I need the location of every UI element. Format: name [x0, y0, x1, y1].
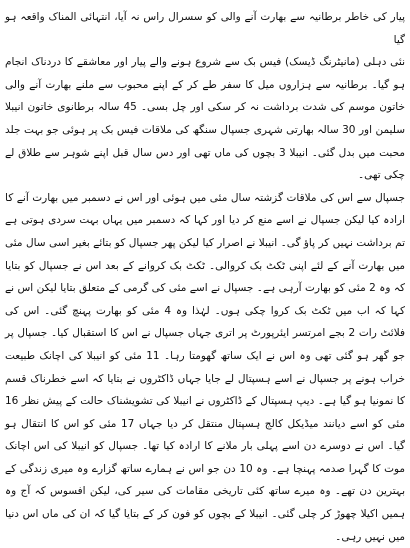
article-paragraph: نئی دہلی (مانیٹرنگ ڈیسک) فیس بک سے شروع ہونے والے پیار اور معاشقے کا دردناک انجام ہو گیا۔ برطانیہ سے ہزاروں میل کا سفر طے کر کے اپنے محبوب سے ملنے بھارت آنے والی خاتون موسم کی شدت برداشت نہ کر سکی اور چل بسی۔ 45 سالہ برطانوی خاتون انیبلا سلیمن اور 30 سالہ بھارتی شہری جسپال سنگھ کی ملاقات فیس بک پر ہوئی جو بہت جلد محبت میں بدل گئی۔ انیبلا 3 بچوں کی ماں تھی اور دس سال قبل اپنے شوہر سے طلاق لے چکی تھی۔	[5, 56, 405, 182]
article-headline-paragraph: پیار کی خاطر برطانیہ سے بھارت آنے والی کو سسرال راس نہ آیا، انتہائی المناک واقعہ ہو گیا	[5, 11, 405, 46]
article-paragraph: جسپال سے اس کی ملاقات گزشتہ سال مئی میں ہوئی اور اس نے دسمبر میں بھارت آنے کا ارادہ کیا لیکن جسپال نے اسے منع کر دیا اور کہا کہ دسمبر میں یہاں بہت سردی ہوتی ہے تم برداشت نہیں کر پاؤ گی۔ انیبلا نے اصرار کیا لیکن پھر جسپال کو بتائے بغیر اسی سال مئی میں بھارت آنے کے لئے اپنی ٹکٹ بک کروالی۔ ٹکٹ بک کروانے کے بعد اس نے جسپال کو بتایا کہ وہ 2 مئی کو بھارت آرہی ہے۔ جسپال نے اسے مئی کی گرمی کے متعلق بتایا لیکن اس نے کہا کہ اب میں ٹکٹ بک کروا چکی ہوں۔ لہٰذا وہ 4 مئی کو بھارت پہنچ گئی۔ اس کی فلائٹ رات 2 بجے امرتسر ایئرپورٹ پر اتری جہاں جسپال نے اس کا استقبال کیا۔ جسپال پر جو گھر ہو گئی تھی وہ اس نے ایک ساتھ گھومتا رہا۔ 11 مئی کو انیبلا کی اچانک طبیعت خراب ہونے پر جسپال نے اسے ہسپتال لے جایا جہاں ڈاکٹروں نے بتایا کہ اسے خطرناک قسم کا نمونیا ہو گیا ہے۔ دیپ ہسپتال کے ڈاکٹروں نے انیبلا کی تشویشناک حالت کے پیش نظر 16 مئی کو اسے دیانند میڈیکل کالج ہسپتال منتقل کر دیا جہاں 17 مئی کو اس کا انتقال ہو گیا۔ اس نے دوسرے دن اسے پہلی بار ملانے کا ارادہ کیا تھا۔ جسپال کو انیبلا کی اس اچانک موت کا گہرا صدمہ پہنچا ہے۔ وہ 10 دن جو اس نے ہمارے ساتھ گزارے وہ میری زندگی کے بہترین دن تھے۔ وہ میرے ساتھ کئی تاریخی مقامات کی سیر کی، لیکن افسوس کہ آج وہ ہمیں اکیلا چھوڑ کر چلی گئی۔ انیبلا کے بچوں کو فون کر کے بتایا گیا کہ ان کی ماں اس دنیا میں نہیں رہی۔	[5, 191, 406, 543]
